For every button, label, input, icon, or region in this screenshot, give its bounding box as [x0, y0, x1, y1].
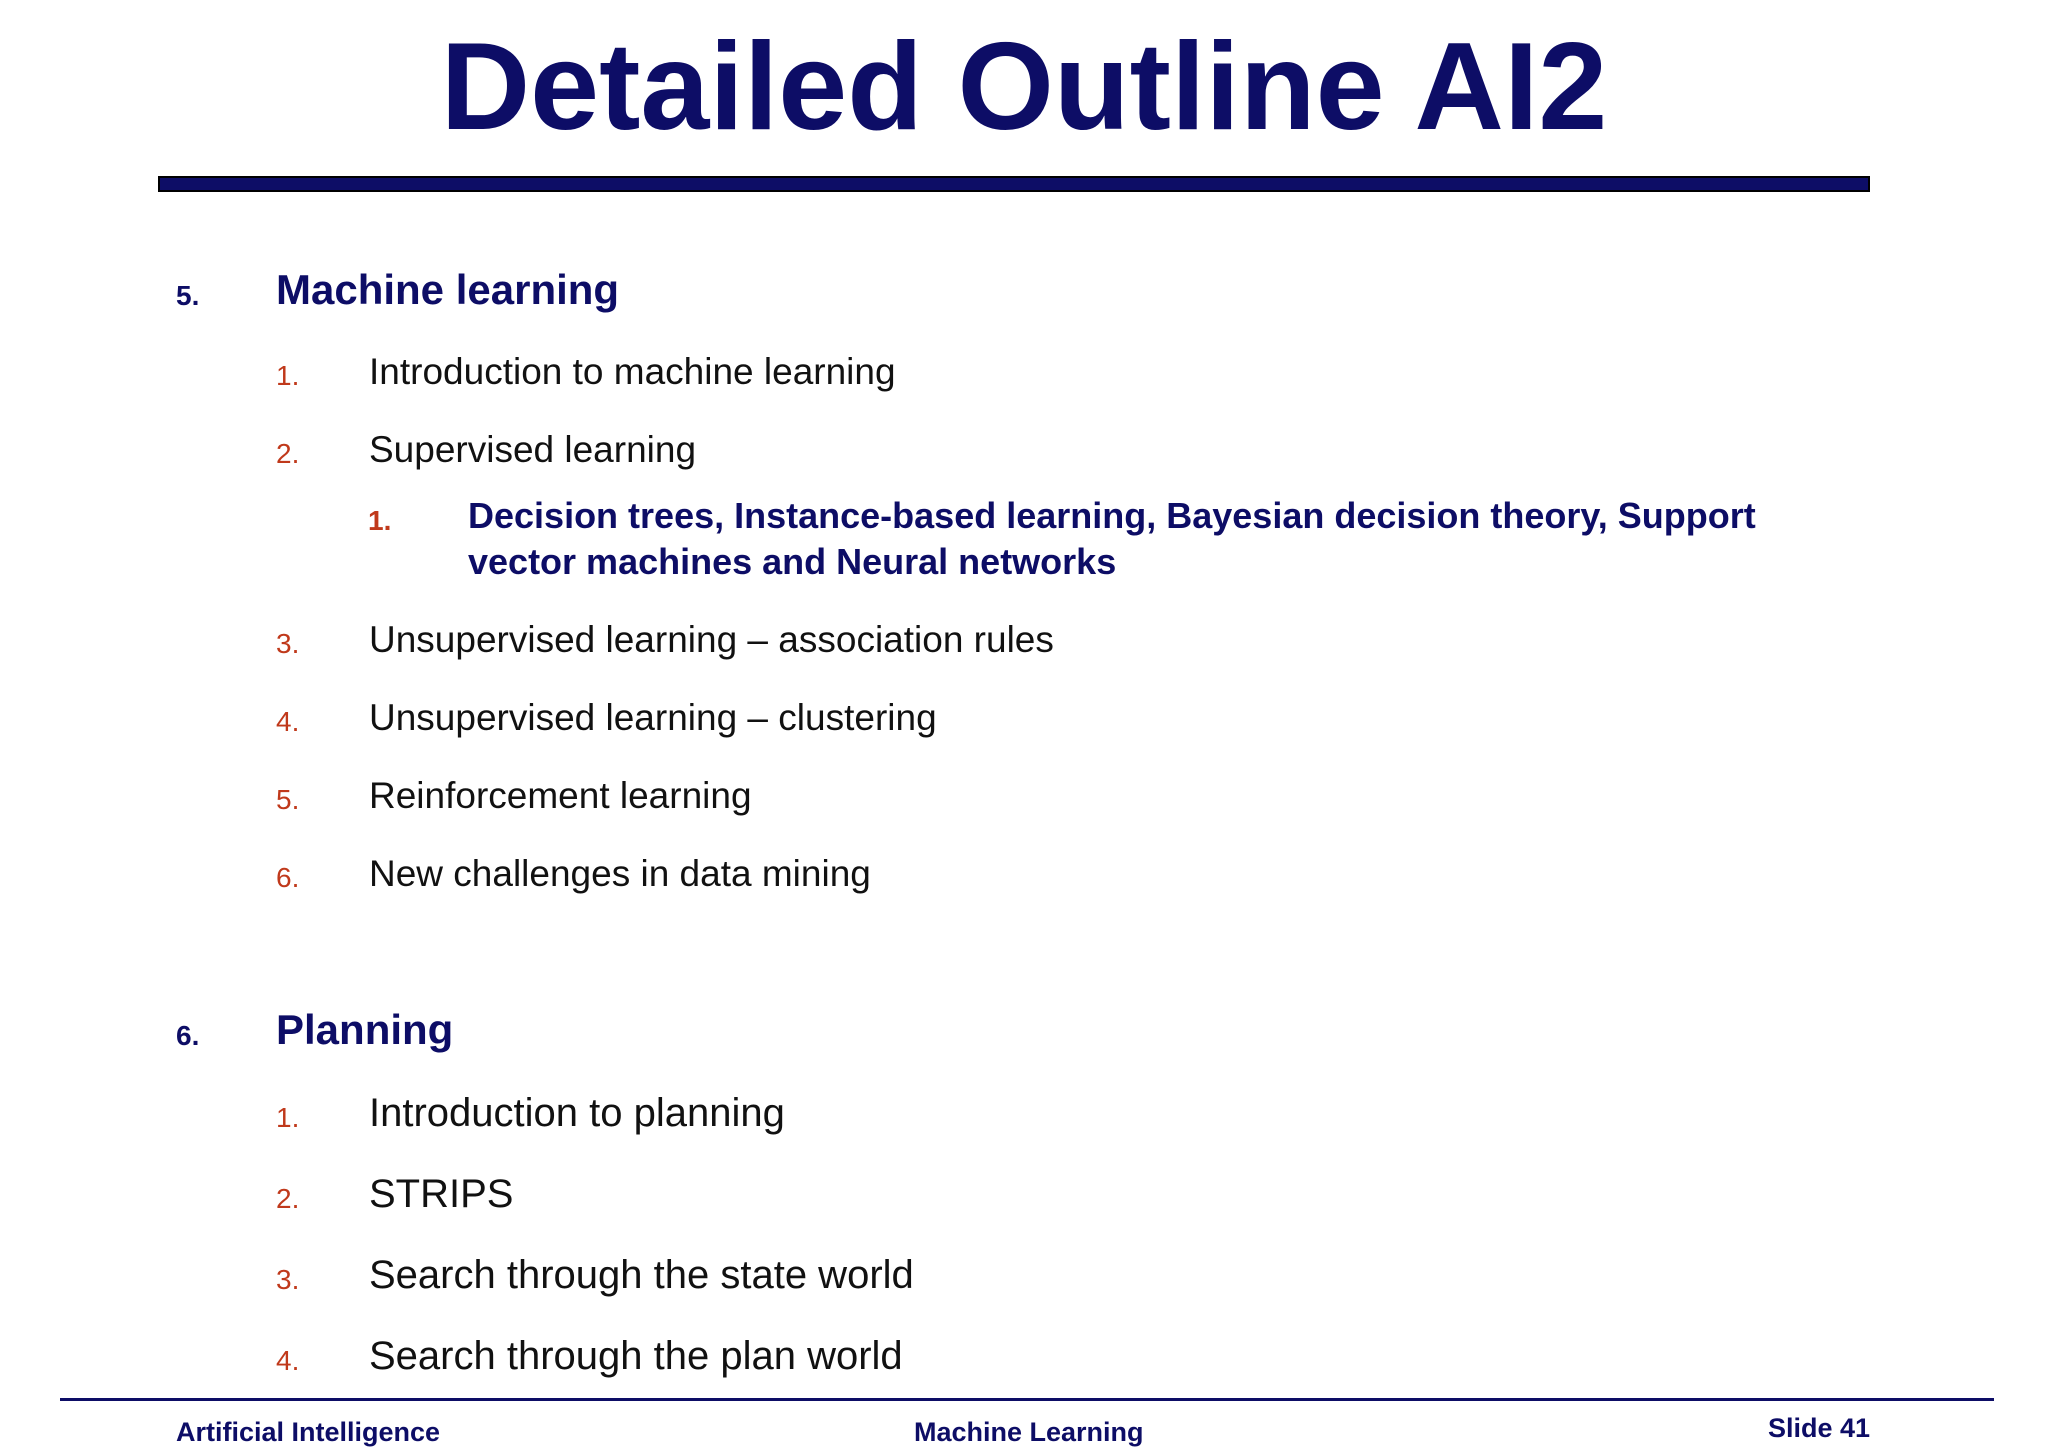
footer-slide-number: Slide 41 — [1768, 1413, 1871, 1443]
outline-item: Introduction to machine learning — [369, 351, 896, 392]
outline-item: STRIPS — [369, 1172, 514, 1216]
footer-course-name: Artificial Intelligence — [176, 1417, 441, 1447]
outline-item: Supervised learning — [369, 429, 697, 470]
slide-title: Detailed Outline AI2 — [440, 18, 1608, 156]
section-number: 6. — [176, 1020, 200, 1051]
item-number: 6. — [276, 862, 300, 893]
outline-subitem-line: Decision trees, Instance-based learning, Bayesian decision theory, Support — [468, 495, 1756, 536]
section-heading: Machine learning — [276, 266, 620, 313]
item-number: 2. — [276, 1183, 300, 1214]
outline-item: Introduction to planning — [369, 1091, 785, 1135]
footer-divider — [60, 1398, 1994, 1401]
outline-subitem-line: vector machines and Neural networks — [468, 541, 1117, 582]
item-number: 3. — [276, 1264, 300, 1295]
outline-item: Search through the plan world — [369, 1334, 903, 1378]
section-number: 5. — [176, 280, 200, 311]
outline-item: New challenges in data mining — [369, 853, 871, 894]
item-number: 5. — [276, 784, 300, 815]
item-number: 1. — [276, 1102, 300, 1133]
outline-item: Search through the state world — [369, 1253, 914, 1297]
outline-item: Unsupervised learning – clustering — [369, 697, 937, 738]
outline-item: Reinforcement learning — [369, 775, 752, 816]
item-number: 1. — [276, 360, 300, 391]
footer-topic: Machine Learning — [914, 1417, 1144, 1447]
section-heading: Planning — [276, 1006, 454, 1053]
item-number: 2. — [276, 438, 300, 469]
title-divider — [158, 176, 1870, 192]
outline-item: Unsupervised learning – association rules — [369, 619, 1054, 660]
item-number: 3. — [276, 628, 300, 659]
subitem-number: 1. — [368, 505, 392, 536]
item-number: 4. — [276, 1345, 300, 1376]
item-number: 4. — [276, 706, 300, 737]
